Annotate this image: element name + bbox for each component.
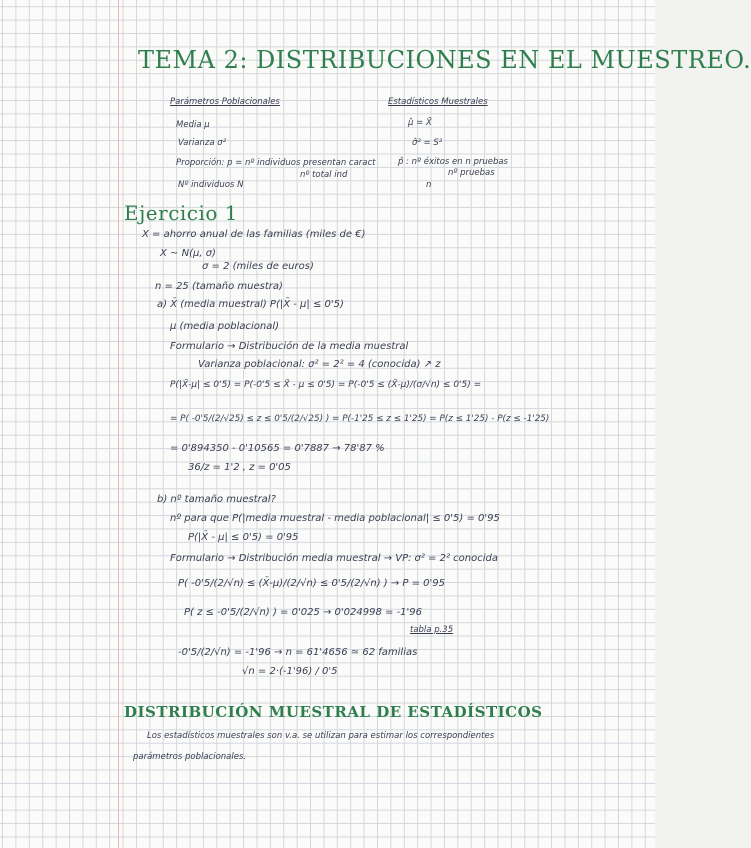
- ej-line-4: n = 25 (tamaño muestra): [155, 281, 283, 292]
- proporcion-label: Proporción: p = nº individuos presentan caract: [176, 158, 376, 168]
- n-individuos: Nº individuos N: [178, 180, 244, 190]
- ej-line-7: Formulario → Distribución de la media muestral: [170, 341, 409, 352]
- b-line-7: tabla p.35: [410, 625, 454, 635]
- b-line-4: Formulario → Distribución media muestral → VP: σ² = 2² conocida: [170, 553, 498, 564]
- ej-line-8: Varianza poblacional: σ² = 2² = 4 (conocida) ↗ z: [198, 359, 441, 370]
- ejercicio-heading: Ejercicio 1: [124, 201, 239, 225]
- ej-line-9: P(|X̄-μ| ≤ 0'5) = P(-0'5 ≤ X̄ - μ ≤ 0'5) = P(-0'5 ≤ (X̄-μ)/(σ/√n) ≤ 0'5) =: [170, 380, 482, 390]
- ej-line-11: = 0'894350 - 0'10565 = 0'7887 → 78'87 %: [170, 443, 385, 454]
- b-line-8: -0'5/(2/√n) = -1'96 → n = 61'4656 ≃ 62 familias: [178, 647, 418, 658]
- ej-line-10: = P( -0'5/(2/√25) ≤ z ≤ 0'5/(2/√25) ) = P(-1'25 ≤ z ≤ 1'25) = P(z ≤ 1'25) - P(z ≤ -1'25): [170, 414, 550, 424]
- b-line-5: P( -0'5/(2/√n) ≤ (X̄-μ)/(2/√n) ≤ 0'5/(2/√n) ) → P = 0'95: [178, 578, 446, 589]
- section-paragraph-2: parámetros poblacionales.: [133, 752, 247, 762]
- media-label: Media μ: [176, 120, 210, 130]
- b-line-9: √n = 2·(-1'96) / 0'5: [242, 666, 338, 677]
- est-n: n: [426, 180, 432, 190]
- b-line-1: b) nº tamaño muestral?: [157, 494, 276, 505]
- est-header: Estadísticos Muestrales: [388, 97, 488, 107]
- varianza-label: Varianza σ²: [178, 138, 227, 148]
- section-paragraph-1: Los estadísticos muestrales son v.a. se utilizan para estimar los correspondientes: [147, 731, 495, 741]
- section-heading: DISTRIBUCIÓN MUESTRAL DE ESTADÍSTICOS: [124, 703, 543, 721]
- b-line-3: P(|X̄ - μ| ≤ 0'5) = 0'95: [188, 532, 299, 543]
- margin-line: [118, 0, 119, 848]
- ej-line-12: 36/z = 1'2 , z = 0'05: [188, 462, 291, 473]
- pob-header: Parámetros Poblacionales: [170, 97, 280, 107]
- proporcion-den: nº total ind: [300, 170, 348, 180]
- est-prop-den: nº pruebas: [448, 168, 495, 178]
- ej-line-3: σ = 2 (miles de euros): [202, 261, 314, 272]
- ej-line-2: X ~ N(μ, σ): [160, 248, 216, 259]
- b-line-6: P( z ≤ -0'5/(2/√n) ) = 0'025 → 0'024998 = -1'96: [184, 607, 423, 618]
- page-title: TEMA 2: DISTRIBUCIONES EN EL MUESTREO.: [138, 46, 751, 74]
- ej-line-5: a) X̄ (media muestral) P(|X̄ - μ| ≤ 0'5): [157, 299, 344, 310]
- est-var: σ̂² = S²: [412, 138, 443, 148]
- est-prop: p̂ : nº éxitos en n pruebas: [398, 157, 508, 167]
- b-line-2: nº para que P(|media muestral - media poblacional| ≤ 0'5) = 0'95: [170, 513, 500, 524]
- est-media: μ̂ = X̄: [408, 118, 432, 128]
- ej-line-1: X = ahorro anual de las familias (miles de €): [142, 229, 366, 240]
- ej-line-6: μ (media poblacional): [170, 321, 280, 332]
